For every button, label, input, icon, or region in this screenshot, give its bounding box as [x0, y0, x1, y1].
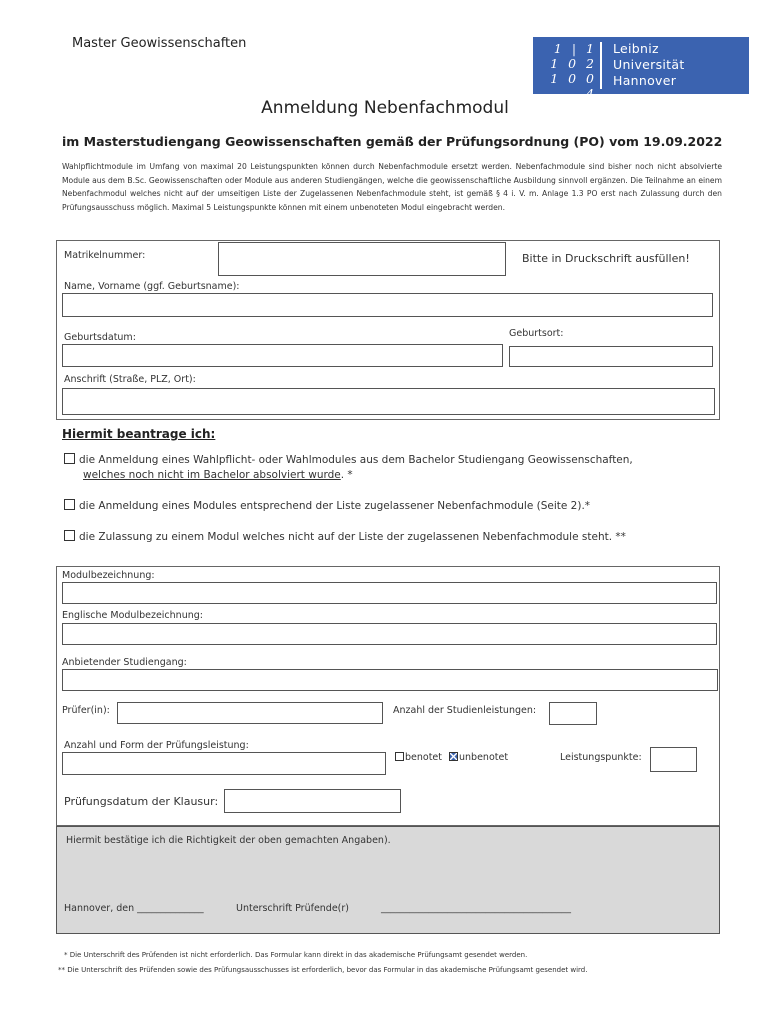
request-heading: Hiermit beantrage ich: — [62, 427, 216, 441]
intro-text: Wahlpflichtmodule im Umfang von maximal 20 Leistungspunkten können durch Nebenfachmodule ersetzt werden. Nebenfachmodule sind bisher noch nicht absolvierte Module aus dem B.Sc. Geowissenschaften oder Module aus anderen Studiengängen, welche die geowissenschaftliche Ausbildung sinnvoll ergänzen. Die Teilnahme an einem Nebenfachmodul welches nicht auf der umseitigen Liste der Zugelassenen Nebenfachmodule steht, ist gemäß § 4 i. V. m. Anlage 1.3 PO erst nach Zulassung durch den Prüfungsausschuss möglich. Maximal 5 Leistungspunkte können mit einem unbenoteten Modul eingebracht werden. — [62, 162, 722, 212]
option-other-checkbox[interactable] — [64, 530, 75, 541]
study-count-field[interactable] — [549, 702, 597, 725]
logo-text: Leibniz Universität Hannover — [613, 41, 685, 88]
offering-program-field[interactable] — [62, 669, 718, 691]
option-list-module[interactable]: die Anmeldung eines Modules entsprechend der Liste zugelassener Nebenfachmodule (Seite 2).* — [64, 499, 590, 512]
offering-program-label: Anbietender Studiengang: — [62, 657, 187, 668]
name-field[interactable] — [62, 293, 713, 317]
credits-label: Leistungspunkte: — [560, 752, 642, 763]
option-list-checkbox[interactable] — [64, 499, 75, 510]
matrikel-field[interactable] — [218, 242, 506, 276]
exam-form-field[interactable] — [62, 752, 386, 775]
address-label: Anschrift (Straße, PLZ, Ort): — [64, 374, 196, 385]
module-name-label: Modulbezeichnung: — [62, 570, 155, 581]
graded-checkbox[interactable] — [395, 752, 404, 761]
exam-date-field[interactable] — [224, 789, 401, 813]
module-name-field[interactable] — [62, 582, 717, 604]
address-field[interactable] — [62, 388, 715, 415]
footnote-1: * Die Unterschrift des Prüfenden ist nicht erforderlich. Das Formular kann direkt in das akademische Prüfungsamt gesendet werden. — [64, 951, 528, 959]
check-icon — [450, 753, 457, 760]
examiner-label: Prüfer(in): — [62, 705, 110, 716]
birthdate-label: Geburtsdatum: — [64, 332, 136, 343]
study-count-label: Anzahl der Studienleistungen: — [393, 705, 537, 716]
name-label: Name, Vorname (ggf. Geburtsname): — [64, 281, 240, 292]
matrikel-label: Matrikelnummer: — [64, 250, 146, 261]
option-bachelor-checkbox[interactable] — [64, 453, 75, 464]
page-subtitle: im Masterstudiengang Geowissenschaften gemäß der Prüfungsordnung (PO) vom 19.09.2022 — [62, 134, 723, 149]
ungraded-checkbox[interactable] — [449, 752, 458, 761]
signature-label: Unterschrift Prüfende(r) — [236, 903, 350, 914]
examiner-field[interactable] — [117, 702, 383, 724]
signature-blank[interactable]: ________________________________________ — [381, 903, 571, 914]
option-other-module[interactable]: die Zulassung zu einem Modul welches nicht auf der Liste der zugelassenen Nebenfachmodule steht. ** — [64, 530, 626, 543]
program-name: Master Geowissenschaften — [72, 36, 247, 51]
place-date-label: Hannover, den ______________ — [64, 903, 204, 914]
print-hint: Bitte in Druckschrift ausfüllen! — [522, 252, 690, 265]
exam-date-label: Prüfungsdatum der Klausur: — [64, 795, 219, 808]
module-section — [56, 566, 720, 826]
page-title: Anmeldung Nebenfachmodul — [261, 98, 509, 118]
logo-mark-icon: 1 | 1 1 0 2 1 0 0 4 — [550, 41, 597, 101]
place-date-blank[interactable]: ______________ — [137, 903, 204, 914]
birthdate-field[interactable] — [62, 344, 503, 367]
confirmation-statement: Hiermit bestätige ich die Richtigkeit der oben gemachten Angaben). — [66, 835, 391, 846]
ungraded-option[interactable]: unbenotet — [449, 752, 508, 763]
english-name-field[interactable] — [62, 623, 717, 645]
graded-option[interactable]: benotet — [395, 752, 442, 763]
english-name-label: Englische Modulbezeichnung: — [62, 610, 203, 621]
credits-field[interactable] — [650, 747, 697, 772]
footnote-2: ** Die Unterschrift des Prüfenden sowie des Prüfungsausschusses ist erforderlich, bevor das Formular in das akademische Prüfungsamt gesendet wird. — [58, 966, 588, 974]
university-logo — [533, 37, 749, 101]
option-bachelor-module[interactable]: die Anmeldung eines Wahlpflicht- oder Wahlmodules aus dem Bachelor Studiengang Geowissenschaften, welches noch nicht im Bachelor absolviert wurde. * — [64, 453, 724, 483]
birthplace-field[interactable] — [509, 346, 713, 367]
exam-form-label: Anzahl und Form der Prüfungsleistung: — [64, 740, 249, 751]
birthplace-label: Geburtsort: — [509, 328, 564, 339]
